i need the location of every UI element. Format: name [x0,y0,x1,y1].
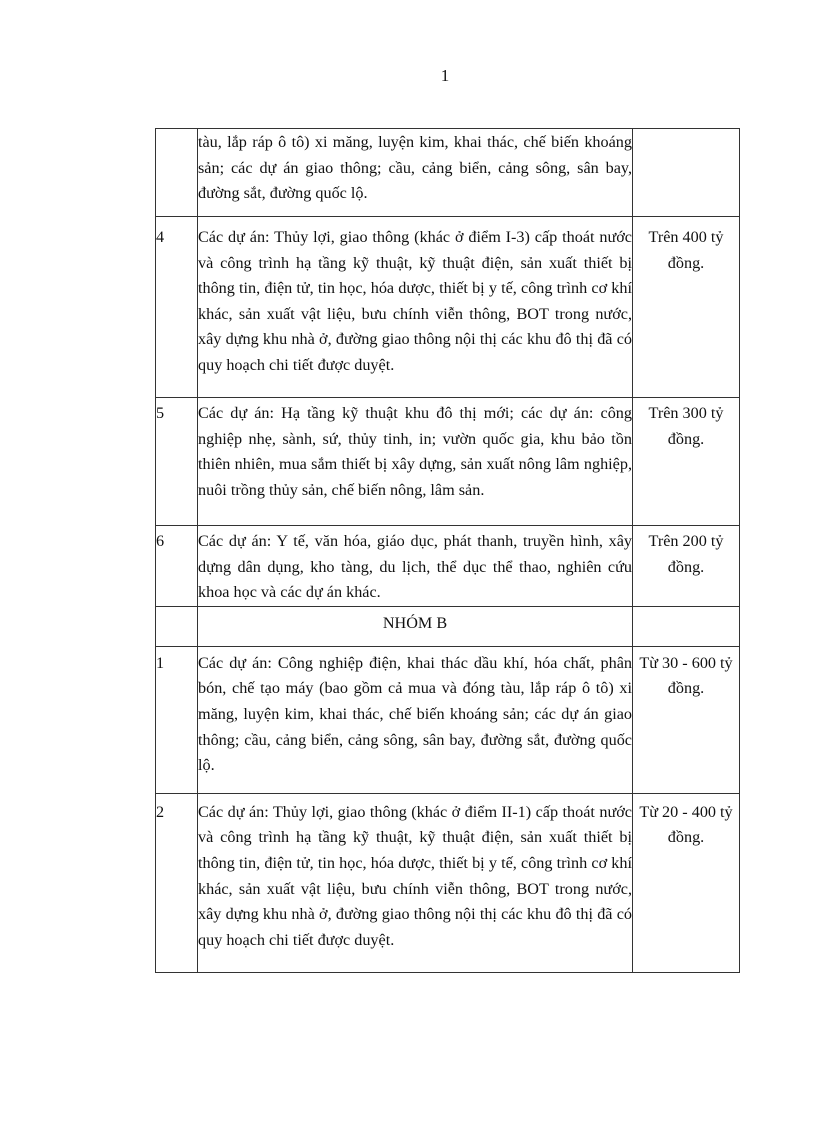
row-number: 2 [156,793,198,972]
row-threshold [633,129,740,217]
row-threshold: Từ 20 - 400 tỷ đồng. [633,793,740,972]
row-number [156,129,198,217]
row-description: Các dự án: Thủy lợi, giao thông (khác ở điểm I-3) cấp thoát nước và công trình hạ tầng kỹ thuật, kỹ thuật điện, sản xuất thiết bị thông tin, điện tử, tin học, hóa dược, thiết bị y tế, công trình cơ khí khác, sản xuất vật liệu, bưu chính viễn thông, BOT trong nước, xây dựng khu nhà ở, đường giao thông nội thị các khu đô thị đã có quy hoạch chi tiết được duyệt. [198,217,633,398]
row-number: 5 [156,398,198,526]
row-threshold: Trên 300 tỷ đồng. [633,398,740,526]
table-row [156,526,740,607]
table-row [156,398,740,526]
row-description: Các dự án: Thủy lợi, giao thông (khác ở điểm II-1) cấp thoát nước và công trình hạ tầng kỹ thuật, kỹ thuật điện, sản xuất thiết bị thông tin, điện tử, tin học, hóa dược, thiết bị y tế, công trình cơ khí khác, sản xuất vật liệu, bưu chính viễn thông, BOT trong nước, xây dựng khu nhà ở, đường giao thông nội thị các khu đô thị đã có quy hoạch chi tiết được duyệt. [198,793,633,972]
row-threshold: Từ 30 - 600 tỷ đồng. [633,646,740,793]
group-header-row [156,606,740,646]
page-number: 1 [440,66,450,85]
row-description: Các dự án: Y tế, văn hóa, giáo dục, phát thanh, truyền hình, xây dựng dân dụng, kho tàng, du lịch, thể dục thể thao, nghiên cứu khoa học và các dự án khác. [198,526,633,607]
project-classification-table [155,128,740,973]
row-description: tàu, lắp ráp ô tô) xi măng, luyện kim, khai thác, chế biến khoáng sản; các dự án giao thông; cầu, cảng biển, cảng sông, sân bay, đường sắt, đường quốc lộ. [198,129,633,217]
table-row [156,646,740,793]
row-threshold: Trên 200 tỷ đồng. [633,526,740,607]
row-number: 1 [156,646,198,793]
group-header-spacer [156,606,198,646]
group-header-spacer [633,606,740,646]
row-threshold: Trên 400 tỷ đồng. [633,217,740,398]
row-description: Các dự án: Hạ tầng kỹ thuật khu đô thị mới; các dự án: công nghiệp nhẹ, sành, sứ, thủy tinh, in; vườn quốc gia, khu bảo tồn thiên nhiên, mua sắm thiết bị xây dựng, sản xuất nông lâm nghiệp, nuôi trồng thủy sản, chế biến nông, lâm sản. [198,398,633,526]
row-description: Các dự án: Công nghiệp điện, khai thác dầu khí, hóa chất, phân bón, chế tạo máy (bao gồm cả mua và đóng tàu, lắp ráp ô tô) xi măng, luyện kim, khai thác, chế biến khoáng sản; các dự án giao thông; cầu, cảng biển, cảng sông, sân bay, đường sắt, đường quốc lộ. [198,646,633,793]
row-number: 4 [156,217,198,398]
group-b-title: NHÓM B [198,606,633,646]
table-row [156,217,740,398]
row-number: 6 [156,526,198,607]
table-row [156,793,740,972]
table-row [156,129,740,217]
